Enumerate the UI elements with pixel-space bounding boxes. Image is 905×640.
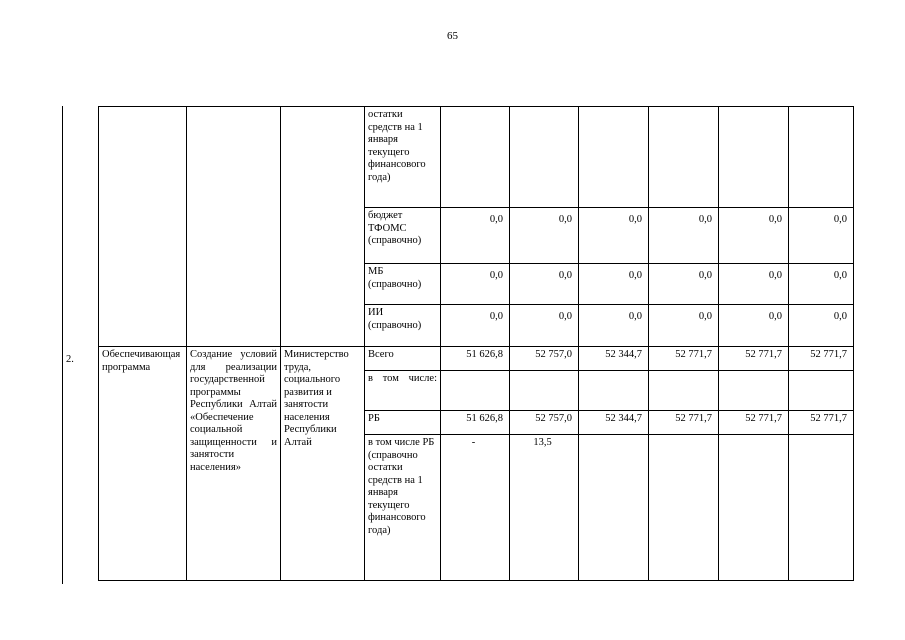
- budget-table: [98, 106, 854, 581]
- value-cell: 52 771,7: [649, 411, 719, 435]
- value-cell: 52 771,7: [789, 411, 854, 435]
- source-cell: в том числе:: [365, 371, 441, 411]
- value-cell: 0,0: [579, 305, 649, 347]
- value-cell: [789, 435, 854, 581]
- value-cell: 0,0: [789, 264, 854, 305]
- value-cell: 0,0: [441, 208, 510, 264]
- value-cell: 52 771,7: [789, 347, 854, 371]
- table-left-border: [62, 106, 63, 584]
- value-cell: [719, 107, 789, 208]
- value-cell: [649, 371, 719, 411]
- value-cell: 52 757,0: [510, 347, 579, 371]
- value-cell: 0,0: [510, 305, 579, 347]
- source-cell: Всего: [365, 347, 441, 371]
- value-cell: [789, 107, 854, 208]
- value-cell: [510, 107, 579, 208]
- value-cell: 0,0: [719, 208, 789, 264]
- value-cell: 0,0: [579, 264, 649, 305]
- value-cell: 0,0: [649, 264, 719, 305]
- table-row: [99, 107, 854, 208]
- executor-cell: Министерство труда, социального развития и занятости населения Республики Алтай: [281, 347, 365, 581]
- value-cell: 0,0: [789, 305, 854, 347]
- value-cell: [441, 107, 510, 208]
- value-cell: 52 771,7: [649, 347, 719, 371]
- value-cell: 13,5: [510, 435, 579, 581]
- row-number: 2.: [66, 354, 74, 365]
- value-cell: -: [441, 435, 510, 581]
- value-cell: 52 344,7: [579, 347, 649, 371]
- value-cell: [719, 435, 789, 581]
- value-cell: 0,0: [510, 208, 579, 264]
- value-cell: [649, 435, 719, 581]
- value-cell: 52 771,7: [719, 347, 789, 371]
- program-name-cell: Создание условий для реализации государственной программы Республики Алтай «Обеспечение социальной защищенности и занятости населения»: [187, 347, 281, 581]
- value-cell: [510, 371, 579, 411]
- source-cell: в том числе РБ (справочно остатки средств на 1 января текущего финансового года): [365, 435, 441, 581]
- value-cell: [719, 371, 789, 411]
- value-cell: 51 626,8: [441, 347, 510, 371]
- source-cell: РБ: [365, 411, 441, 435]
- value-cell: 0,0: [649, 305, 719, 347]
- value-cell: 0,0: [649, 208, 719, 264]
- value-cell: 52 344,7: [579, 411, 649, 435]
- value-cell: 0,0: [719, 264, 789, 305]
- value-cell: 0,0: [510, 264, 579, 305]
- value-cell: 52 771,7: [719, 411, 789, 435]
- value-cell: [649, 107, 719, 208]
- value-cell: [789, 371, 854, 411]
- value-cell: 0,0: [441, 305, 510, 347]
- value-cell: 0,0: [579, 208, 649, 264]
- value-cell: 52 757,0: [510, 411, 579, 435]
- source-cell: бюджет ТФОМС (справочно): [365, 208, 441, 264]
- value-cell: 0,0: [719, 305, 789, 347]
- page-number: 65: [447, 30, 458, 42]
- value-cell: [579, 435, 649, 581]
- source-cell: ИИ (справочно): [365, 305, 441, 347]
- value-cell: [441, 371, 510, 411]
- program-type-cell: Обеспечивающая программа: [99, 347, 187, 581]
- value-cell: [579, 371, 649, 411]
- source-cell: МБ (справочно): [365, 264, 441, 305]
- table-row: [99, 347, 854, 371]
- value-cell: [579, 107, 649, 208]
- value-cell: 51 626,8: [441, 411, 510, 435]
- value-cell: 0,0: [789, 208, 854, 264]
- value-cell: 0,0: [441, 264, 510, 305]
- source-cell: остатки средств на 1 января текущего финансового года): [365, 107, 441, 208]
